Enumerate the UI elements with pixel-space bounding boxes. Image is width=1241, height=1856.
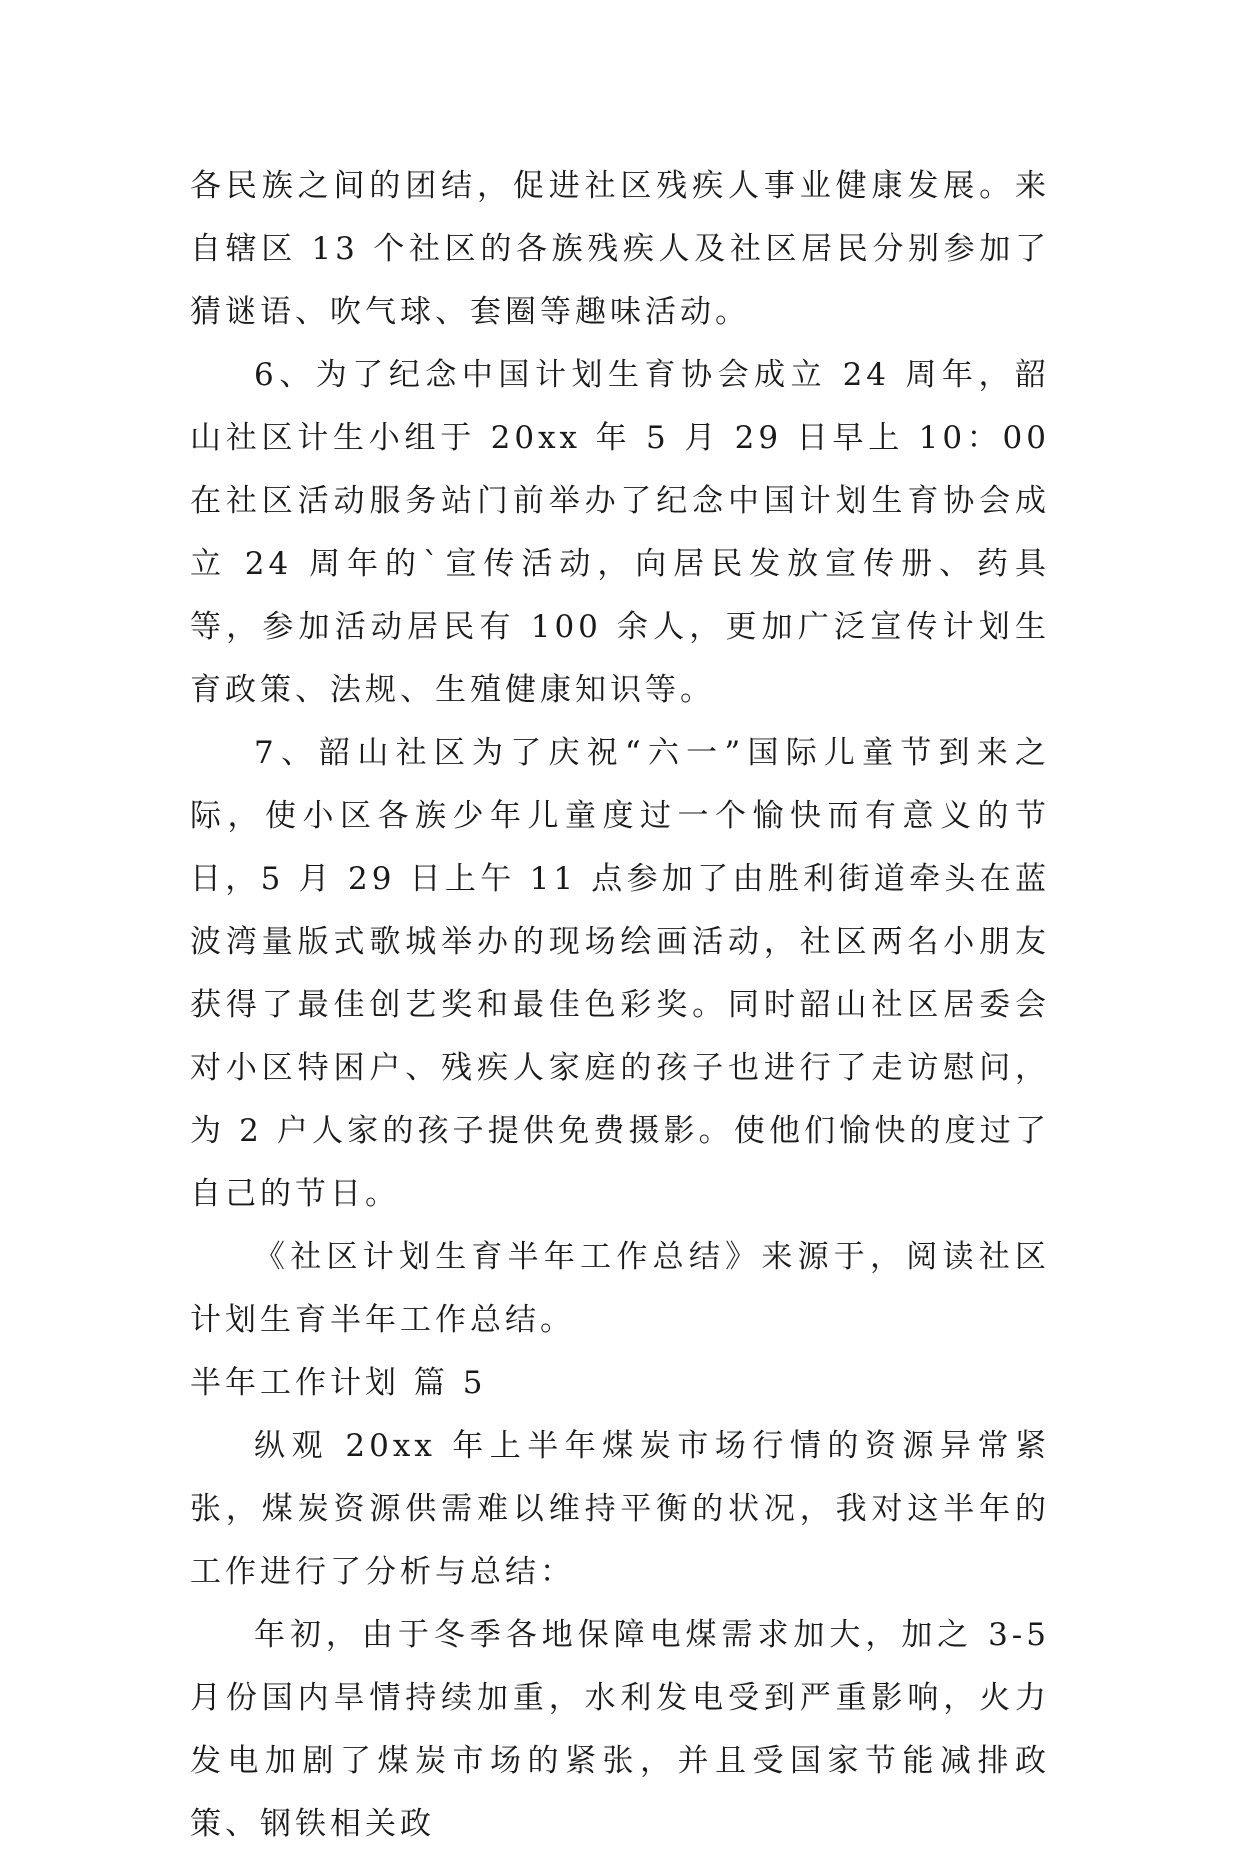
paragraph-childrens-day: 7、韶山社区为了庆祝“六一”国际儿童节到来之际，使小区各族少年儿童度过一个愉快而有意义的节日，5 月 29 日上午 11 点参加了由胜利街道牵头在蓝波湾量版式歌城举办的现场绘画活动，社区两名小朋友获得了最佳创艺奖和最佳色彩奖。同时韶山社区居委会对小区特困户、残疾人家庭的孩子也进行了走访慰问，为 2 户人家的孩子提供免费摄影。使他们愉快的度过了自己的节日。	[190, 735, 1050, 1212]
paragraph-family-planning-anniversary: 6、为了纪念中国计划生育协会成立 24 周年，韶山社区计生小组于 20xx 年 5 月 29 日早上 10：00 在社区活动服务站门前举办了纪念中国计划生育协会成立 24 周年的`宣传活动，向居民发放宣传册、药具等，参加活动居民有 100 余人，更加广泛宣传计划生育政策、法规、生殖健康知识等。	[190, 357, 1050, 708]
document-body	[190, 155, 1050, 1856]
paragraph-coal-market-details: 年初，由于冬季各地保障电煤需求加大，加之 3-5 月份国内旱情持续加重，水利发电受到严重影响，火力发电加剧了煤炭市场的紧张，并且受国家节能减排政策、钢铁相关政	[190, 1617, 1050, 1842]
paragraph-community-events: 各民族之间的团结，促进社区残疾人事业健康发展。来自辖区 13 个社区的各族残疾人及社区居民分别参加了猜谜语、吹气球、套圈等趣味活动。	[190, 168, 1050, 330]
paragraph-source-note: 《社区计划生育半年工作总结》来源于，阅读社区计划生育半年工作总结。	[190, 1239, 1050, 1338]
section-heading: 半年工作计划 篇 5	[190, 1365, 487, 1401]
paragraph-coal-market-overview: 纵观 20xx 年上半年煤炭市场行情的资源异常紧张，煤炭资源供需难以维持平衡的状况，我对这半年的工作进行了分析与总结：	[190, 1428, 1050, 1590]
